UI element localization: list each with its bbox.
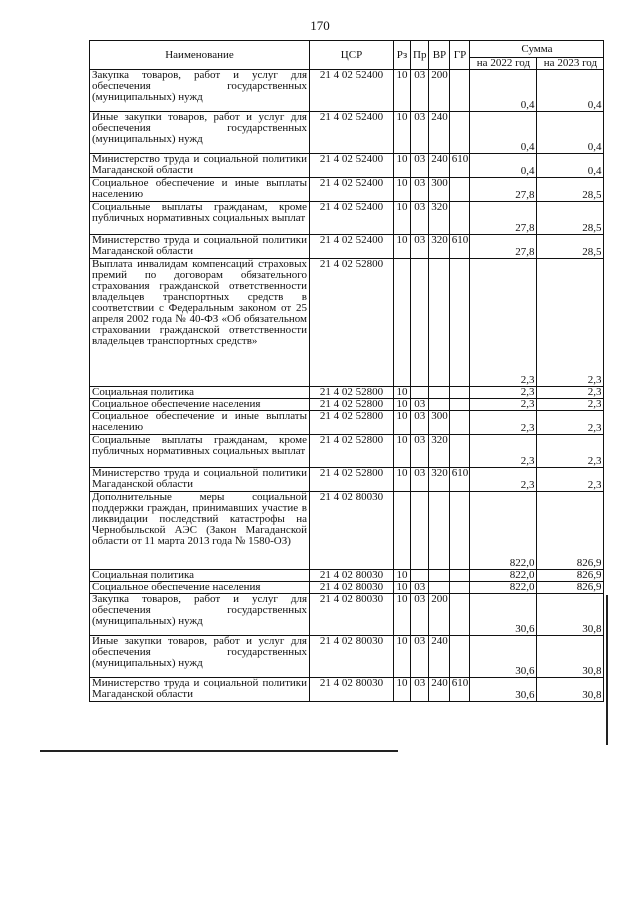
cell-y2022: 2,3 bbox=[470, 468, 537, 492]
cell-y2022: 30,6 bbox=[470, 636, 537, 678]
cell-vr bbox=[429, 582, 450, 594]
cell-rz bbox=[394, 492, 411, 570]
cell-y2023: 826,9 bbox=[537, 582, 604, 594]
cell-csr: 21 4 02 52400 bbox=[310, 154, 394, 178]
cell-y2022: 2,3 bbox=[470, 259, 537, 387]
header-pr: Пр bbox=[411, 41, 429, 70]
cell-gr bbox=[450, 202, 470, 235]
cell-pr: 03 bbox=[411, 112, 429, 154]
cell-rz: 10 bbox=[394, 112, 411, 154]
cell-vr bbox=[429, 492, 450, 570]
cell-name: Министерство труда и социальной политики Магаданской области bbox=[90, 235, 310, 259]
table-row bbox=[90, 235, 604, 259]
cell-gr bbox=[450, 178, 470, 202]
cell-gr bbox=[450, 636, 470, 678]
cell-csr: 21 4 02 52400 bbox=[310, 112, 394, 154]
budget-table bbox=[89, 40, 604, 702]
cell-gr bbox=[450, 570, 470, 582]
cell-csr: 21 4 02 52400 bbox=[310, 70, 394, 112]
cell-rz: 10 bbox=[394, 70, 411, 112]
cell-vr: 240 bbox=[429, 154, 450, 178]
header-year-2023: на 2023 год bbox=[537, 58, 604, 70]
cell-name: Социальное обеспечение и иные выплаты населению bbox=[90, 178, 310, 202]
cell-vr: 320 bbox=[429, 235, 450, 259]
cell-vr: 240 bbox=[429, 112, 450, 154]
cell-name: Социальные выплаты гражданам, кроме публичных нормативных социальных выплат bbox=[90, 202, 310, 235]
cell-y2023: 0,4 bbox=[537, 70, 604, 112]
cell-gr bbox=[450, 594, 470, 636]
header-csr: ЦСР bbox=[310, 41, 394, 70]
cell-pr: 03 bbox=[411, 435, 429, 468]
table-row bbox=[90, 570, 604, 582]
cell-name: Министерство труда и социальной политики Магаданской области bbox=[90, 468, 310, 492]
cell-csr: 21 4 02 52800 bbox=[310, 468, 394, 492]
cell-csr: 21 4 02 52800 bbox=[310, 387, 394, 399]
cell-pr: 03 bbox=[411, 399, 429, 411]
cell-pr bbox=[411, 570, 429, 582]
cell-name: Закупка товаров, работ и услуг для обеспечения государственных (муниципальных) нужд bbox=[90, 594, 310, 636]
cell-csr: 21 4 02 80030 bbox=[310, 636, 394, 678]
table-row bbox=[90, 112, 604, 154]
cell-gr bbox=[450, 387, 470, 399]
cell-gr: 610 bbox=[450, 235, 470, 259]
cell-y2022: 2,3 bbox=[470, 411, 537, 435]
cell-rz bbox=[394, 259, 411, 387]
cell-name: Социальная политика bbox=[90, 570, 310, 582]
cell-rz: 10 bbox=[394, 435, 411, 468]
cell-csr: 21 4 02 52800 bbox=[310, 435, 394, 468]
table-row bbox=[90, 492, 604, 570]
cell-gr: 610 bbox=[450, 678, 470, 702]
cell-csr: 21 4 02 52800 bbox=[310, 411, 394, 435]
cell-name: Закупка товаров, работ и услуг для обеспечения государственных (муниципальных) нужд bbox=[90, 70, 310, 112]
cell-pr bbox=[411, 387, 429, 399]
cell-rz: 10 bbox=[394, 154, 411, 178]
cell-vr bbox=[429, 387, 450, 399]
header-vr: ВР bbox=[429, 41, 450, 70]
cell-name: Дополнительные меры социальной поддержки граждан, принимавших участие в ликвидации последствий катастрофы на Чернобыльской АЭС (Закон Магаданской области от 11 марта 2013 года № 1580-ОЗ) bbox=[90, 492, 310, 570]
header-sum: Сумма bbox=[470, 41, 604, 58]
horizontal-rule bbox=[40, 750, 398, 752]
cell-vr: 240 bbox=[429, 678, 450, 702]
header-rz: Рз bbox=[394, 41, 411, 70]
cell-y2023: 2,3 bbox=[537, 259, 604, 387]
cell-gr: 610 bbox=[450, 468, 470, 492]
cell-y2023: 30,8 bbox=[537, 636, 604, 678]
cell-rz: 10 bbox=[394, 582, 411, 594]
cell-name: Социальные выплаты гражданам, кроме публичных нормативных социальных выплат bbox=[90, 435, 310, 468]
cell-y2022: 0,4 bbox=[470, 112, 537, 154]
cell-y2023: 2,3 bbox=[537, 435, 604, 468]
cell-gr bbox=[450, 399, 470, 411]
cell-y2023: 2,3 bbox=[537, 411, 604, 435]
cell-pr bbox=[411, 259, 429, 387]
table-row bbox=[90, 387, 604, 399]
cell-csr: 21 4 02 80030 bbox=[310, 492, 394, 570]
cell-y2022: 822,0 bbox=[470, 570, 537, 582]
cell-y2023: 2,3 bbox=[537, 468, 604, 492]
cell-name: Министерство труда и социальной политики Магаданской области bbox=[90, 154, 310, 178]
cell-pr: 03 bbox=[411, 468, 429, 492]
cell-csr: 21 4 02 52400 bbox=[310, 178, 394, 202]
cell-pr: 03 bbox=[411, 202, 429, 235]
cell-vr: 300 bbox=[429, 178, 450, 202]
cell-y2022: 27,8 bbox=[470, 202, 537, 235]
cell-gr bbox=[450, 582, 470, 594]
cell-y2022: 27,8 bbox=[470, 235, 537, 259]
cell-csr: 21 4 02 52400 bbox=[310, 235, 394, 259]
cell-vr: 320 bbox=[429, 202, 450, 235]
cell-y2023: 2,3 bbox=[537, 399, 604, 411]
table-row bbox=[90, 154, 604, 178]
vertical-rule bbox=[606, 595, 608, 745]
cell-rz: 10 bbox=[394, 399, 411, 411]
cell-rz: 10 bbox=[394, 235, 411, 259]
cell-rz: 10 bbox=[394, 411, 411, 435]
cell-name: Иные закупки товаров, работ и услуг для обеспечения государственных (муниципальных) нужд bbox=[90, 636, 310, 678]
cell-csr: 21 4 02 52800 bbox=[310, 399, 394, 411]
cell-y2023: 28,5 bbox=[537, 178, 604, 202]
cell-y2022: 2,3 bbox=[470, 435, 537, 468]
cell-vr: 300 bbox=[429, 411, 450, 435]
table-row bbox=[90, 259, 604, 387]
cell-name: Выплата инвалидам компенсаций страховых премий по договорам обязательного страхования гражданской ответственности владельцев транспортных средств в соответствии с Федеральным законом от 25 апреля 2002 года № 40-ФЗ «Об обязательном страховании гражданской ответственности владельцев транспортных средств» bbox=[90, 259, 310, 387]
cell-rz: 10 bbox=[394, 678, 411, 702]
cell-rz: 10 bbox=[394, 636, 411, 678]
header-name: Наименование bbox=[90, 41, 310, 70]
header-year-2022: на 2022 год bbox=[470, 58, 537, 70]
cell-name: Социальная политика bbox=[90, 387, 310, 399]
cell-vr: 320 bbox=[429, 468, 450, 492]
cell-name: Иные закупки товаров, работ и услуг для обеспечения государственных (муниципальных) нужд bbox=[90, 112, 310, 154]
cell-vr bbox=[429, 259, 450, 387]
cell-csr: 21 4 02 80030 bbox=[310, 570, 394, 582]
cell-pr: 03 bbox=[411, 594, 429, 636]
cell-pr: 03 bbox=[411, 235, 429, 259]
table-row bbox=[90, 70, 604, 112]
cell-rz: 10 bbox=[394, 594, 411, 636]
cell-pr: 03 bbox=[411, 154, 429, 178]
cell-rz: 10 bbox=[394, 570, 411, 582]
cell-y2023: 0,4 bbox=[537, 154, 604, 178]
cell-y2022: 822,0 bbox=[470, 582, 537, 594]
cell-csr: 21 4 02 80030 bbox=[310, 594, 394, 636]
cell-pr: 03 bbox=[411, 411, 429, 435]
cell-gr bbox=[450, 435, 470, 468]
cell-gr bbox=[450, 70, 470, 112]
cell-y2023: 826,9 bbox=[537, 492, 604, 570]
cell-csr: 21 4 02 80030 bbox=[310, 678, 394, 702]
cell-pr: 03 bbox=[411, 582, 429, 594]
budget-table-container bbox=[89, 40, 604, 702]
header-gr: ГР bbox=[450, 41, 470, 70]
cell-rz: 10 bbox=[394, 202, 411, 235]
table-header bbox=[90, 41, 604, 70]
cell-gr bbox=[450, 259, 470, 387]
cell-y2023: 30,8 bbox=[537, 594, 604, 636]
cell-y2022: 30,6 bbox=[470, 678, 537, 702]
page-number: 170 bbox=[310, 18, 330, 33]
table-row bbox=[90, 411, 604, 435]
cell-y2022: 30,6 bbox=[470, 594, 537, 636]
cell-gr bbox=[450, 112, 470, 154]
cell-pr: 03 bbox=[411, 70, 429, 112]
table-row bbox=[90, 468, 604, 492]
table-row bbox=[90, 678, 604, 702]
cell-name: Социальное обеспечение населения bbox=[90, 399, 310, 411]
cell-rz: 10 bbox=[394, 468, 411, 492]
cell-y2022: 822,0 bbox=[470, 492, 537, 570]
cell-pr: 03 bbox=[411, 678, 429, 702]
cell-csr: 21 4 02 52400 bbox=[310, 202, 394, 235]
cell-vr: 240 bbox=[429, 636, 450, 678]
cell-pr: 03 bbox=[411, 178, 429, 202]
cell-y2022: 2,3 bbox=[470, 387, 537, 399]
cell-name: Социальное обеспечение и иные выплаты населению bbox=[90, 411, 310, 435]
cell-y2023: 0,4 bbox=[537, 112, 604, 154]
cell-vr: 200 bbox=[429, 70, 450, 112]
table-row bbox=[90, 435, 604, 468]
cell-y2023: 28,5 bbox=[537, 202, 604, 235]
table-row bbox=[90, 202, 604, 235]
cell-y2022: 0,4 bbox=[470, 154, 537, 178]
cell-y2023: 826,9 bbox=[537, 570, 604, 582]
cell-csr: 21 4 02 80030 bbox=[310, 582, 394, 594]
cell-pr: 03 bbox=[411, 636, 429, 678]
cell-name: Министерство труда и социальной политики Магаданской области bbox=[90, 678, 310, 702]
table-row bbox=[90, 178, 604, 202]
cell-y2023: 28,5 bbox=[537, 235, 604, 259]
table-row bbox=[90, 399, 604, 411]
cell-vr: 200 bbox=[429, 594, 450, 636]
table-row bbox=[90, 636, 604, 678]
cell-rz: 10 bbox=[394, 178, 411, 202]
cell-name: Социальное обеспечение населения bbox=[90, 582, 310, 594]
cell-y2022: 0,4 bbox=[470, 70, 537, 112]
cell-gr bbox=[450, 492, 470, 570]
cell-gr bbox=[450, 411, 470, 435]
cell-y2022: 27,8 bbox=[470, 178, 537, 202]
cell-csr: 21 4 02 52800 bbox=[310, 259, 394, 387]
cell-y2023: 30,8 bbox=[537, 678, 604, 702]
cell-vr: 320 bbox=[429, 435, 450, 468]
cell-y2023: 2,3 bbox=[537, 387, 604, 399]
cell-vr bbox=[429, 570, 450, 582]
cell-rz: 10 bbox=[394, 387, 411, 399]
table-body bbox=[90, 70, 604, 702]
cell-pr bbox=[411, 492, 429, 570]
table-row bbox=[90, 594, 604, 636]
cell-y2022: 2,3 bbox=[470, 399, 537, 411]
table-row bbox=[90, 582, 604, 594]
cell-gr: 610 bbox=[450, 154, 470, 178]
cell-vr bbox=[429, 399, 450, 411]
